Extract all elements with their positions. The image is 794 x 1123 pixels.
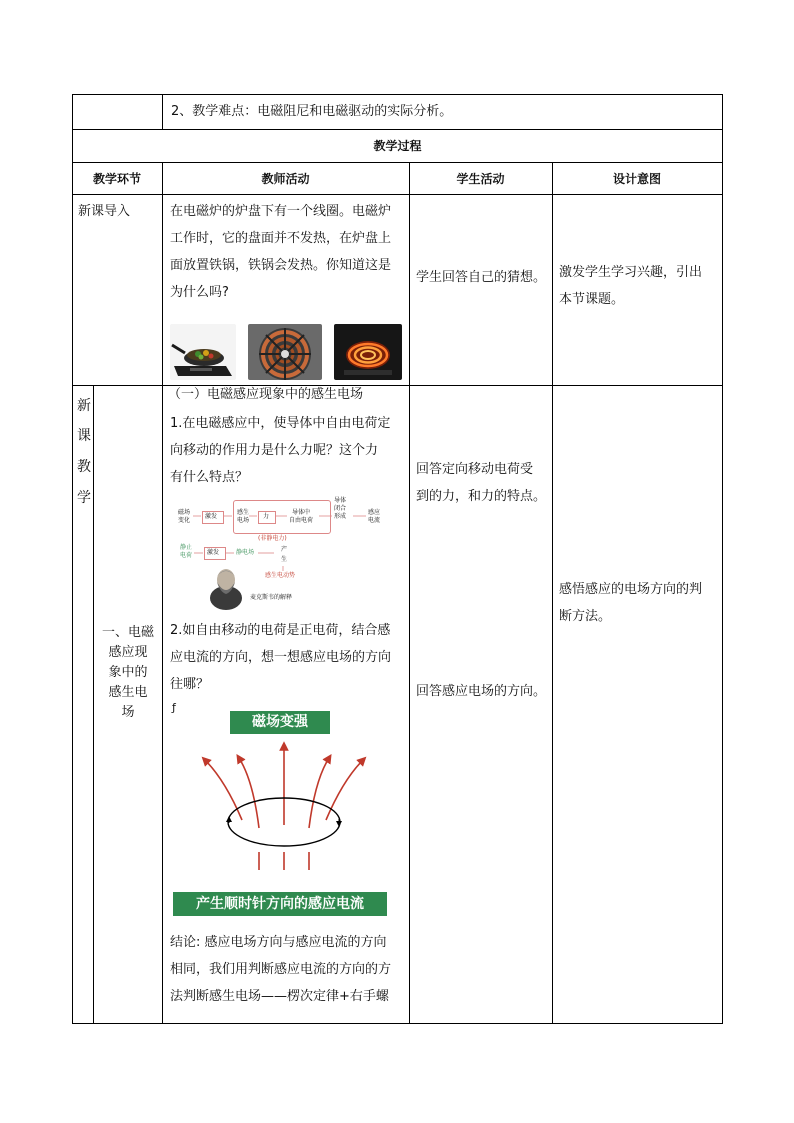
flow-label: 力 (263, 513, 270, 520)
text-line: 向移动的作用力是什么力呢？这个力 (170, 443, 379, 458)
induced-current-banner: 产生顺时针方向的感应电流 (173, 892, 387, 916)
flow-label: 感应 (368, 509, 381, 516)
flow-caption: 麦克斯韦的解释 (250, 594, 293, 601)
section-title: 教学过程 (373, 139, 422, 153)
difficulty-text: 2、教学难点：电磁阻尼和电磁驱动的实际分析。 (171, 104, 453, 119)
induced-field-flow-diagram (170, 494, 406, 614)
teacher-section-title: （一）电磁感应现象中的感生电场 (168, 387, 364, 402)
flow-label: 生 (281, 556, 288, 563)
flow-label: 静止 (180, 544, 193, 551)
header-stage: 教学环节 (92, 172, 141, 186)
text-line: 工作时，它的盘面并不发热，在炉盘上 (170, 231, 392, 246)
text-line: 回答定向移动电荷受 (416, 462, 534, 477)
text-line: 往哪？ (170, 677, 210, 692)
stage-char: 新 (77, 398, 91, 414)
flow-emf: 感生电动势 (265, 572, 296, 579)
text-line: 法判断感生电场——楞次定律+右手螺 (170, 989, 389, 1004)
text-line: 感生电 (108, 685, 148, 700)
text-line: 在电磁炉的炉盘下有一个线圈。电磁炉 (170, 204, 392, 219)
text-line: 场 (121, 705, 135, 720)
stray-mark: ƒ (172, 701, 176, 714)
flow-label: 电场 (237, 517, 250, 524)
coil-disc-photo (248, 324, 322, 380)
text-line: 本节课题。 (559, 292, 625, 307)
flow-note: (非静电力) (258, 535, 287, 542)
stage-char: 课 (77, 428, 91, 444)
flow-label: 激发 (205, 513, 218, 520)
text-line: 1.在电磁感应中，使导体中自由电荷定 (170, 416, 391, 431)
flow-label: 感生 (237, 509, 250, 516)
flow-label: 产 (281, 546, 288, 553)
text-line: 相同，我们用判断感应电流的方向的方 (170, 962, 392, 977)
text-line: 结论: 感应电场方向与感应电流的方向 (170, 935, 387, 950)
text-line: 为什么吗? (170, 285, 229, 300)
field-strengthening-banner: 磁场变强 (230, 711, 330, 734)
induction-cooker-wok-photo (170, 324, 236, 380)
text-line: 有什么特点？ (170, 470, 249, 485)
flow-label: 磁场 (178, 509, 191, 516)
text-line: 断方法。 (559, 609, 612, 624)
field-loop-diagram (195, 740, 375, 870)
stage-char: 教 (77, 459, 91, 475)
text-line: 感悟感应的电场方向的判 (559, 582, 703, 597)
text-line: 2.如自由移动的电荷是正电荷，结合感 (170, 623, 391, 638)
student-answer-2: 回答感应电场的方向。 (416, 684, 547, 699)
flow-label: 电流 (368, 517, 381, 524)
text-line: 激发学生学习兴趣，引出 (559, 265, 703, 280)
flow-label: 激发 (207, 549, 220, 556)
flow-label: 导体中 (292, 509, 311, 516)
glowing-coil-photo (334, 324, 402, 380)
text-line: 感应现 (108, 645, 148, 660)
text-line: 象中的 (108, 665, 148, 680)
flow-label: 自由电荷 (289, 517, 314, 524)
text-line: 面放置铁锅，铁锅会发热。你知道这是 (170, 258, 392, 273)
flow-label: 形成 (334, 513, 347, 520)
flow-label: 导体 (334, 497, 347, 504)
text-line: 应电流的方向，想一想感应电场的方向 (170, 650, 392, 665)
header-student: 学生活动 (456, 172, 505, 186)
flow-label: 静电场 (236, 549, 255, 556)
flow-label: 闭合 (334, 505, 347, 512)
intro-student: 学生回答自己的猜想。 (416, 270, 547, 285)
header-teacher: 教师活动 (261, 172, 310, 186)
stage-char: 学 (77, 490, 91, 506)
header-intent: 设计意图 (612, 172, 661, 186)
flow-label: 变化 (178, 517, 191, 524)
intro-stage: 新课导入 (78, 204, 131, 219)
flow-label: 电荷 (180, 552, 193, 559)
text-line: 到的力，和力的特点。 (416, 489, 547, 504)
text-line: 一、电磁 (101, 625, 154, 640)
